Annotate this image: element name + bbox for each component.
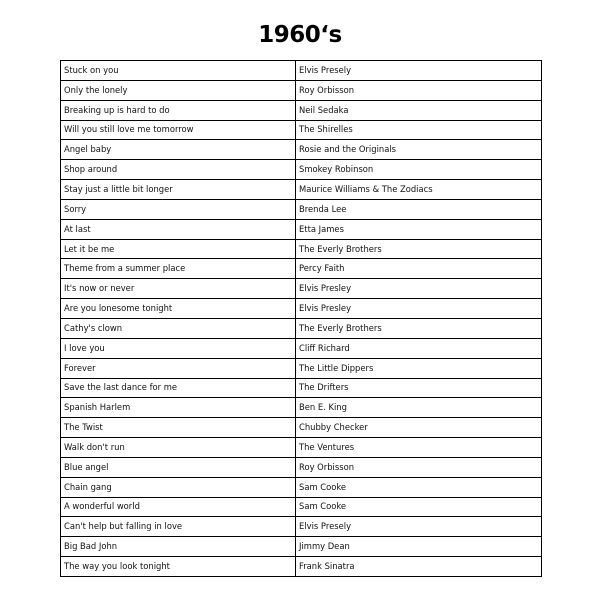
song-title: Only the lonely bbox=[61, 80, 296, 100]
artist-name: The Ventures bbox=[296, 438, 542, 458]
table-row bbox=[61, 160, 542, 180]
song-title: Stuck on you bbox=[61, 61, 296, 81]
song-title: Are you lonesome tonight bbox=[61, 299, 296, 319]
song-title: The way you look tonight bbox=[61, 557, 296, 577]
song-title: Spanish Harlem bbox=[61, 398, 296, 418]
table-row bbox=[61, 80, 542, 100]
song-title: Stay just a little bit longer bbox=[61, 180, 296, 200]
table-row bbox=[61, 398, 542, 418]
song-title: Big Bad John bbox=[61, 537, 296, 557]
song-title: Breaking up is hard to do bbox=[61, 100, 296, 120]
song-title: The Twist bbox=[61, 418, 296, 438]
song-title: I love you bbox=[61, 338, 296, 358]
artist-name: Frank Sinatra bbox=[296, 557, 542, 577]
table-row bbox=[61, 318, 542, 338]
artist-name: Ben E. King bbox=[296, 398, 542, 418]
artist-name: Neil Sedaka bbox=[296, 100, 542, 120]
table-row bbox=[61, 438, 542, 458]
table-row bbox=[61, 199, 542, 219]
artist-name: Sam Cooke bbox=[296, 477, 542, 497]
table-row bbox=[61, 100, 542, 120]
table-row bbox=[61, 378, 542, 398]
artist-name: Elvis Presely bbox=[296, 517, 542, 537]
artist-name: Maurice Williams & The Zodiacs bbox=[296, 180, 542, 200]
table-row bbox=[61, 239, 542, 259]
table-row bbox=[61, 457, 542, 477]
song-title: Blue angel bbox=[61, 457, 296, 477]
song-title: Forever bbox=[61, 358, 296, 378]
artist-name: The Everly Brothers bbox=[296, 239, 542, 259]
song-title: Will you still love me tomorrow bbox=[61, 120, 296, 140]
artist-name: The Drifters bbox=[296, 378, 542, 398]
artist-name: The Everly Brothers bbox=[296, 318, 542, 338]
table-row bbox=[61, 140, 542, 160]
table-row bbox=[61, 299, 542, 319]
song-title: Can't help but falling in love bbox=[61, 517, 296, 537]
artist-name: Smokey Robinson bbox=[296, 160, 542, 180]
artist-name: Roy Orbisson bbox=[296, 80, 542, 100]
song-title: Angel baby bbox=[61, 140, 296, 160]
table-row bbox=[61, 358, 542, 378]
table-row bbox=[61, 180, 542, 200]
artist-name: Chubby Checker bbox=[296, 418, 542, 438]
table-row bbox=[61, 477, 542, 497]
table-row bbox=[61, 418, 542, 438]
song-title: Chain gang bbox=[61, 477, 296, 497]
page-title: 1960‘s bbox=[258, 22, 342, 48]
song-table-body bbox=[61, 61, 542, 577]
artist-name: Elvis Presley bbox=[296, 299, 542, 319]
song-title: Save the last dance for me bbox=[61, 378, 296, 398]
song-title: Theme from a summer place bbox=[61, 259, 296, 279]
table-row bbox=[61, 259, 542, 279]
song-title: Cathy's clown bbox=[61, 318, 296, 338]
table-row bbox=[61, 497, 542, 517]
song-title: At last bbox=[61, 219, 296, 239]
table-row bbox=[61, 338, 542, 358]
song-title: A wonderful world bbox=[61, 497, 296, 517]
artist-name: Roy Orbisson bbox=[296, 457, 542, 477]
table-row bbox=[61, 219, 542, 239]
artist-name: Cliff Richard bbox=[296, 338, 542, 358]
song-title: It's now or never bbox=[61, 279, 296, 299]
table-row bbox=[61, 61, 542, 81]
table-row bbox=[61, 279, 542, 299]
song-table bbox=[60, 60, 542, 577]
table-row bbox=[61, 557, 542, 577]
artist-name: Etta James bbox=[296, 219, 542, 239]
artist-name: Brenda Lee bbox=[296, 199, 542, 219]
artist-name: Elvis Presely bbox=[296, 61, 542, 81]
song-title: Shop around bbox=[61, 160, 296, 180]
song-title: Sorry bbox=[61, 199, 296, 219]
artist-name: Elvis Presley bbox=[296, 279, 542, 299]
artist-name: Sam Cooke bbox=[296, 497, 542, 517]
artist-name: Rosie and the Originals bbox=[296, 140, 542, 160]
song-title: Let it be me bbox=[61, 239, 296, 259]
artist-name: Percy Faith bbox=[296, 259, 542, 279]
table-row bbox=[61, 517, 542, 537]
artist-name: The Shirelles bbox=[296, 120, 542, 140]
table-row bbox=[61, 120, 542, 140]
artist-name: Jimmy Dean bbox=[296, 537, 542, 557]
artist-name: The Little Dippers bbox=[296, 358, 542, 378]
table-row bbox=[61, 537, 542, 557]
song-title: Walk don't run bbox=[61, 438, 296, 458]
